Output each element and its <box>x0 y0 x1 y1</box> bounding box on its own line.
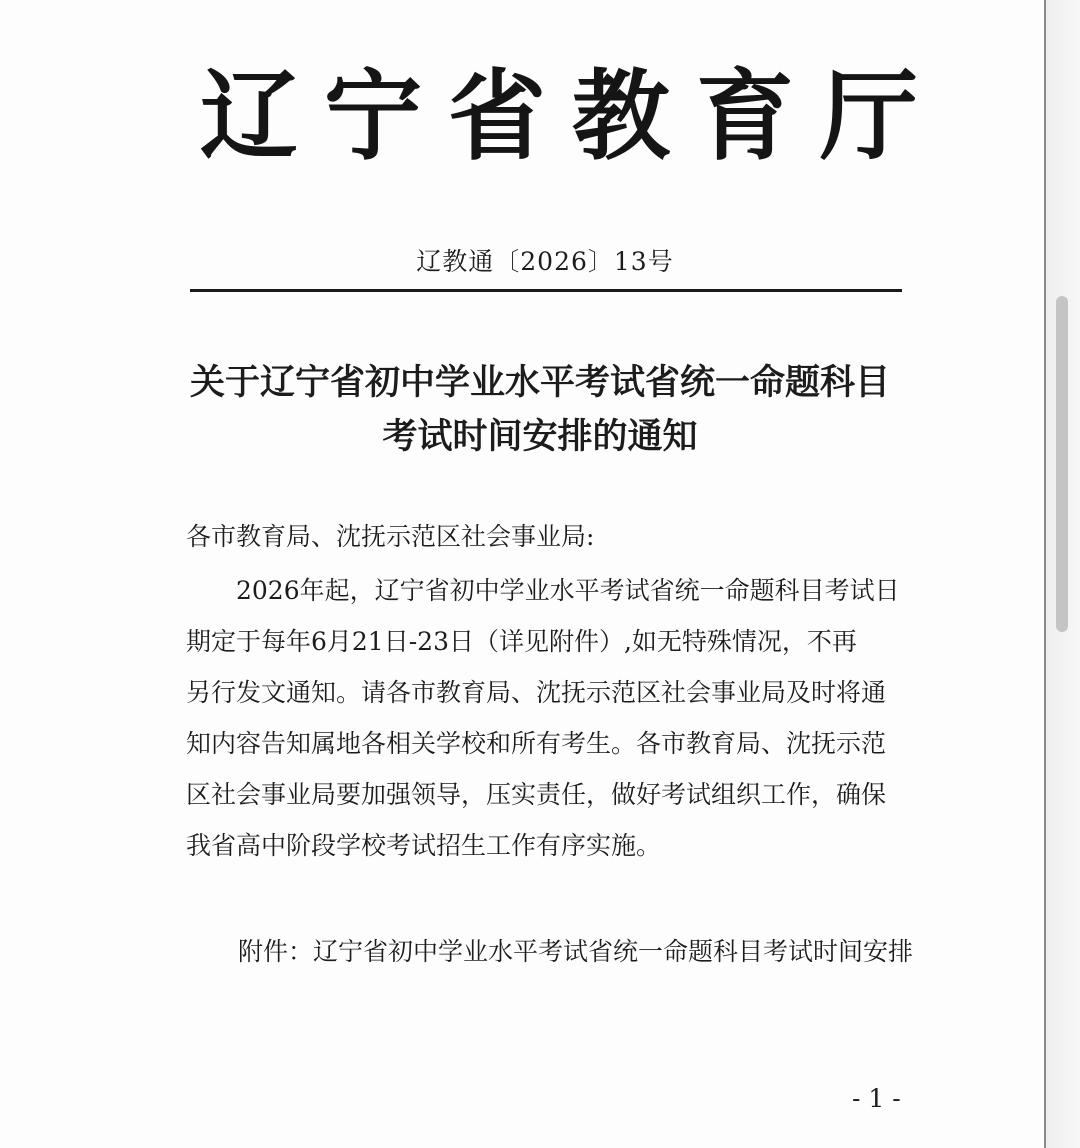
salutation: 各市教育局、沈抚示范区社会事业局: <box>186 522 595 551</box>
body-line: 区社会事业局要加强领导，压实责任，做好考试组织工作，确保 <box>186 780 887 809</box>
notice-title <box>150 356 930 464</box>
body-line: 我省高中阶段学校考试招生工作有序实施。 <box>186 831 662 860</box>
body-line: 另行发文通知。请各市教育局、沈抚示范区社会事业局及时将通 <box>186 678 887 707</box>
notice-title-line-2: 考试时间安排的通知 <box>382 416 698 457</box>
scrollbar-thumb[interactable] <box>1056 296 1068 632</box>
page-number: - 1 - <box>852 1084 901 1113</box>
notice-title-line-1: 关于辽宁省初中学业水平考试省统一命题科目 <box>189 362 890 403</box>
notice-body <box>186 572 916 878</box>
body-line: 知内容告知属地各相关学校和所有考生。各市教育局、沈抚示范 <box>186 729 887 758</box>
document-number: 辽教通〔2026〕13号 <box>416 247 674 276</box>
issuer-title: 辽宁省教育厅 <box>200 59 945 174</box>
body-line: 期定于每年6月21日-23日（详见附件）,如无特殊情况，不再 <box>186 627 857 656</box>
body-line: 2026年起，辽宁省初中学业水平考试省统一命题科目考试日 <box>236 576 900 605</box>
attachment-note: 附件：辽宁省初中学业水平考试省统一命题科目考试时间安排 <box>238 937 914 966</box>
header-divider <box>190 289 902 292</box>
